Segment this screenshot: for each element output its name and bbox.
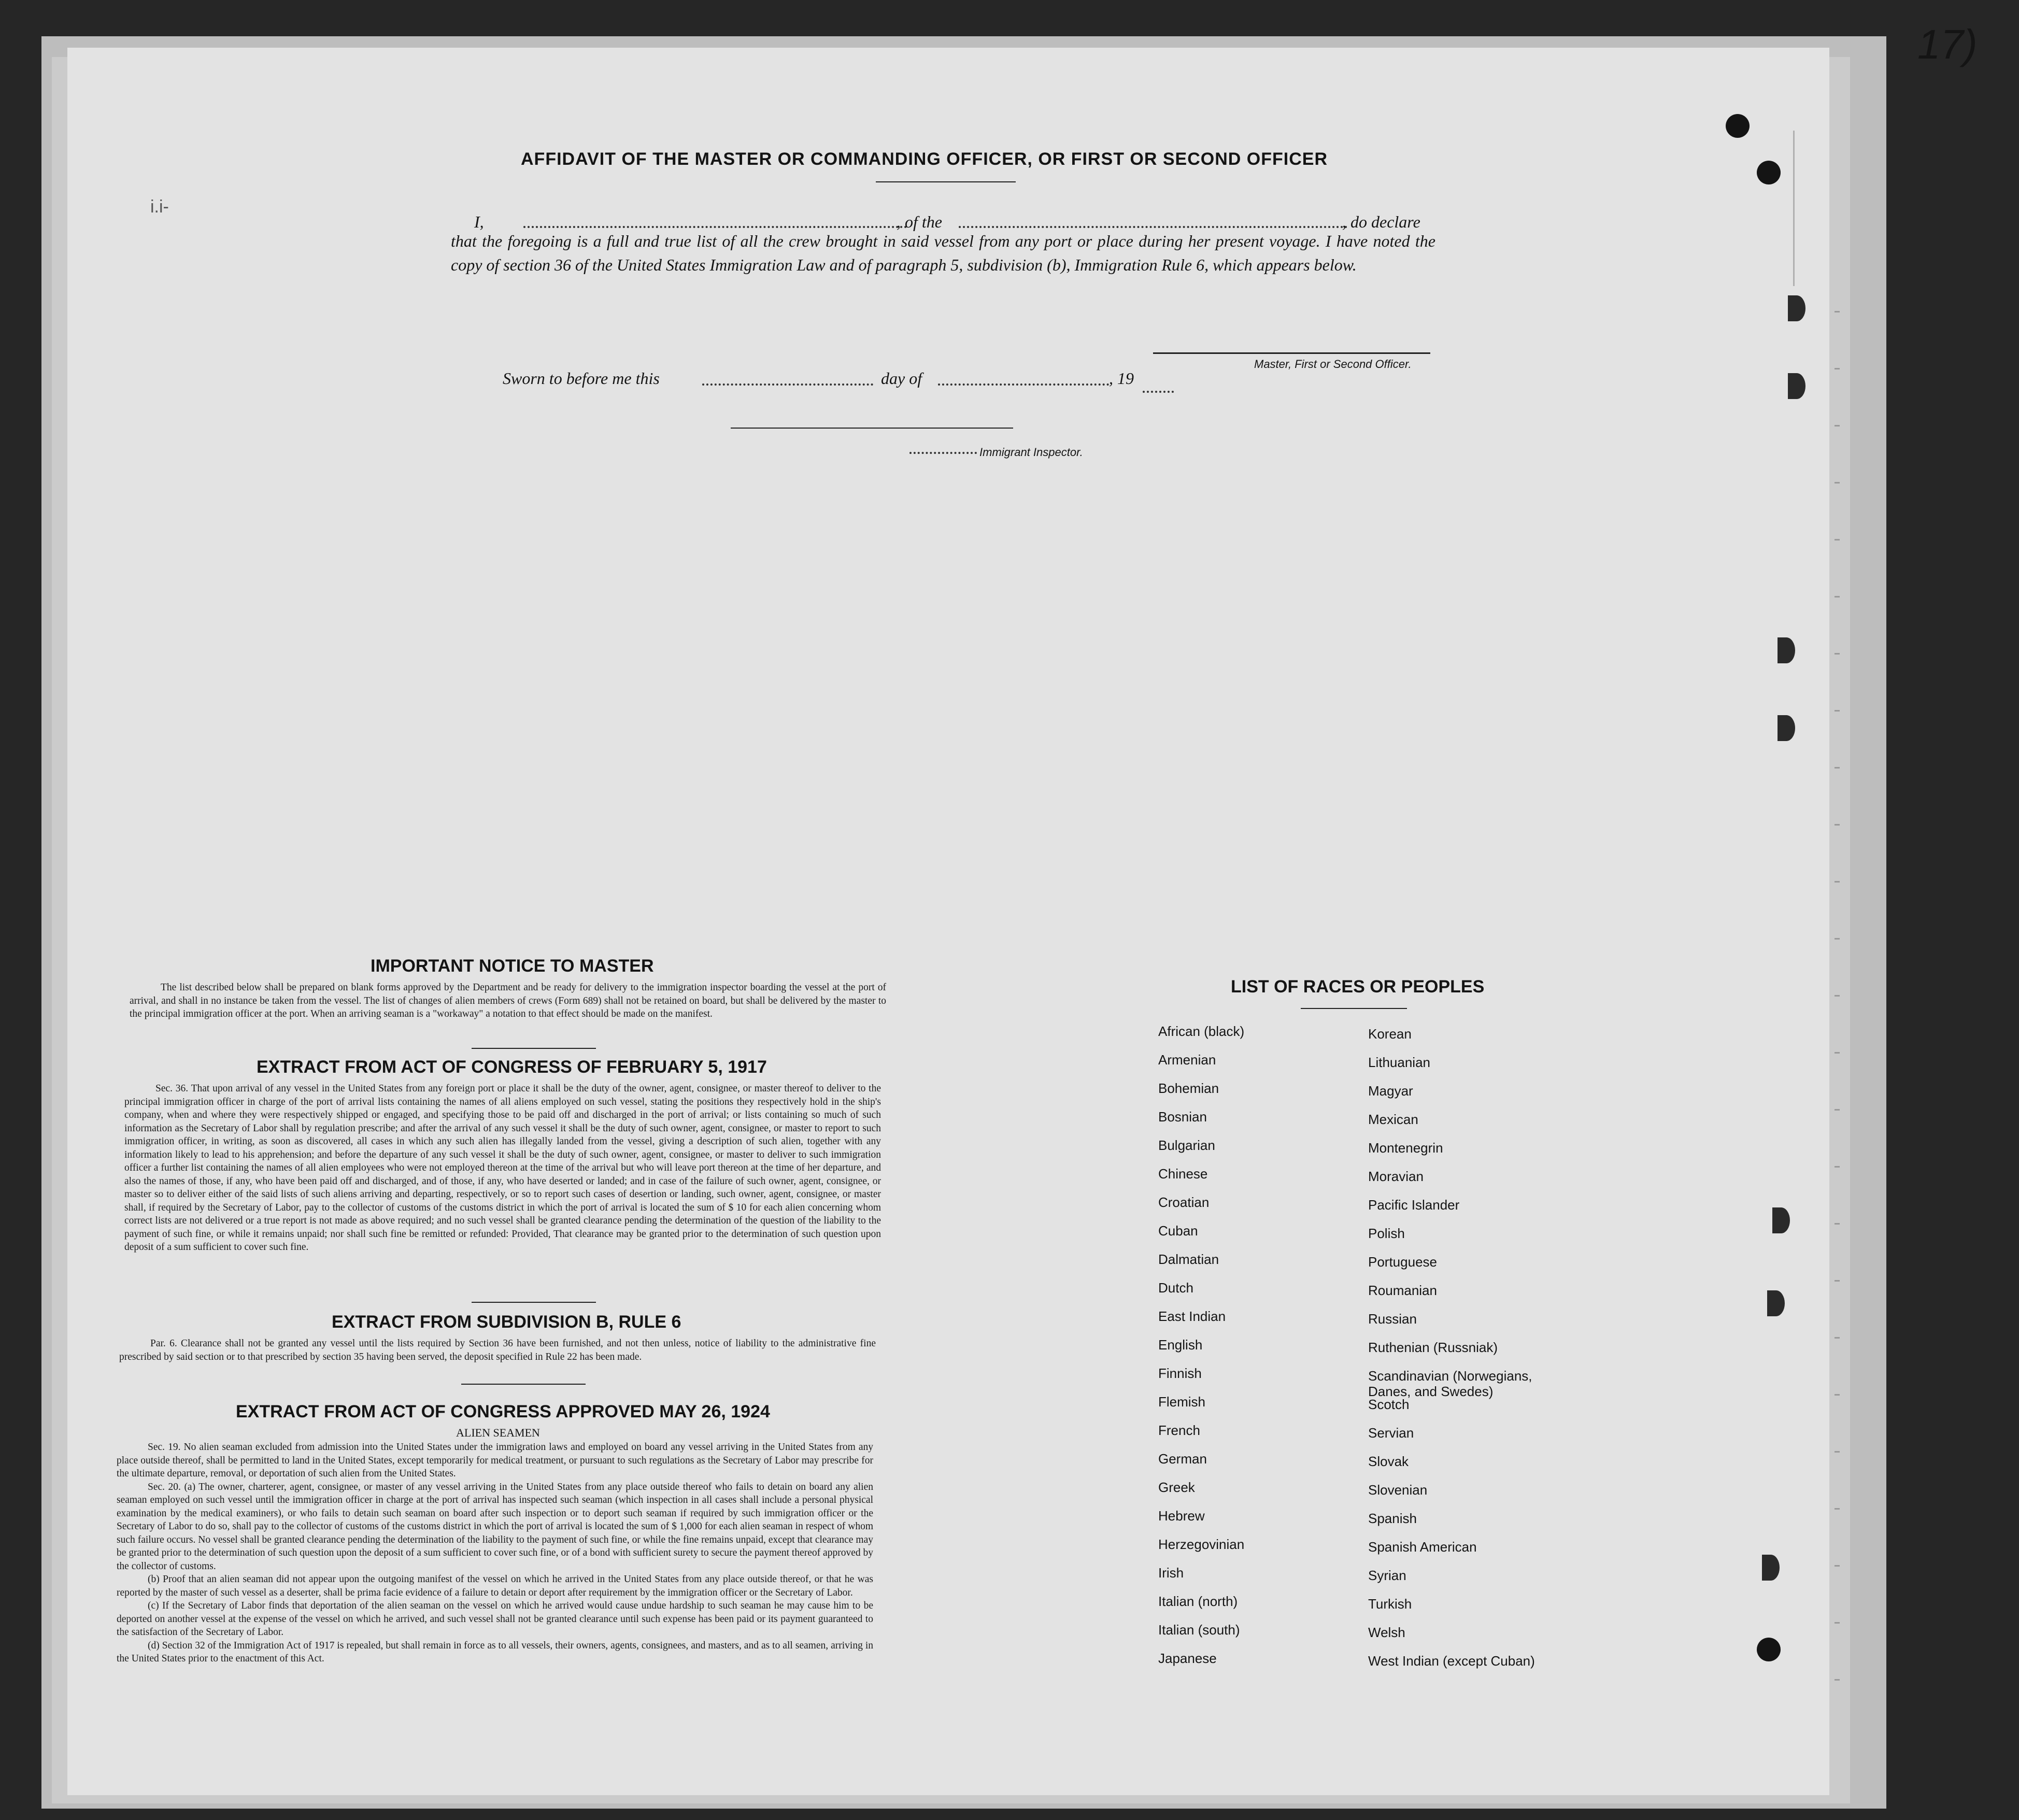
race-item: Lithuanian	[1368, 1055, 1430, 1070]
race-item: Servian	[1368, 1425, 1414, 1441]
section-19-paragraph: Sec. 19. No alien seaman excluded from admission into the United States under the immigration laws and employed on board any vessel arriving in the United States from any place outside thereof, shall be permitted to land in the United States, except temporarily for medical treatment, or pursuant to such regulations as the Secretary of Labor may prescribe for the ultimate departure, removal, or deportation of such alien from the United States.	[117, 1442, 873, 1479]
binder-hole-icon	[1788, 295, 1805, 321]
race-item: Dutch	[1158, 1280, 1193, 1296]
paragraph-6: Par. 6. Clearance shall not be granted any vessel until the lists required by Section 36 have been furnished, and not then unless, notice of liability to the administrative fine prescribed by said section or to that prescribed by section 35 having been served, the deposit specified in Rule 22 has been made.	[119, 1338, 876, 1362]
race-item: East Indian	[1158, 1309, 1226, 1324]
section-20d-paragraph: (d) Section 32 of the Immigration Act of 1917 is repealed, but shall remain in force as to all vessels, their owners, agents, consignees, and masters, and as to all seamen, arriving in the United States prior to the enactment of this Act.	[117, 1640, 873, 1664]
binder-hole-icon	[1788, 373, 1805, 399]
race-item: Russian	[1368, 1311, 1417, 1327]
sworn-month-blank	[938, 383, 1109, 386]
ledger-rules	[1835, 311, 1840, 1710]
sworn-line-end: , 19	[1109, 369, 1134, 388]
notice-text	[130, 981, 886, 1021]
officer-signature-line	[1153, 352, 1430, 354]
race-item: Montenegrin	[1368, 1140, 1443, 1156]
inspector-name-blank	[909, 452, 977, 454]
race-item: Moravian	[1368, 1169, 1424, 1184]
races-title: LIST OF RACES OR PEOPLES	[1231, 977, 1485, 997]
binder-hole-icon	[1757, 1638, 1781, 1661]
race-item: Portuguese	[1368, 1254, 1437, 1270]
extract-1917-title: EXTRACT FROM ACT OF CONGRESS OF FEBRUARY 5, 1917	[257, 1057, 767, 1077]
page-fold	[1793, 131, 1795, 286]
extract-1924-text	[117, 1441, 873, 1666]
race-item: Bosnian	[1158, 1109, 1207, 1125]
binder-hole-icon	[1726, 114, 1750, 138]
races-right-column	[1368, 1026, 1535, 1682]
section-divider	[472, 1048, 596, 1049]
sworn-line-start: Sworn to before me this	[503, 369, 660, 388]
rule6-title: EXTRACT FROM SUBDIVISION B, RULE 6	[332, 1312, 681, 1332]
binder-hole-icon	[1757, 161, 1781, 184]
race-item: Scotch	[1368, 1397, 1410, 1412]
race-item: Polish	[1368, 1226, 1405, 1241]
binder-hole-icon	[1762, 1555, 1780, 1581]
race-item: Greek	[1158, 1480, 1195, 1495]
declare-line-end: , do declare	[1342, 212, 1420, 231]
section-divider	[461, 1384, 586, 1385]
page-number: 17)	[1917, 21, 1978, 67]
extract-1924-title: EXTRACT FROM ACT OF CONGRESS APPROVED MAY 26, 1924	[236, 1402, 770, 1421]
race-item: German	[1158, 1451, 1207, 1467]
sworn-line-mid: day of	[881, 369, 922, 388]
race-item: Roumanian	[1368, 1283, 1437, 1298]
race-item: Hebrew	[1158, 1508, 1205, 1524]
race-item: Italian (north)	[1158, 1594, 1238, 1609]
race-item: Spanish	[1368, 1511, 1417, 1526]
race-item: West Indian (except Cuban)	[1368, 1653, 1535, 1669]
race-item: Syrian	[1368, 1568, 1406, 1583]
race-item: Slovak	[1368, 1454, 1409, 1469]
race-item: Japanese	[1158, 1651, 1217, 1666]
rule6-text	[119, 1337, 876, 1363]
race-item: Dalmatian	[1158, 1252, 1219, 1267]
affidavit-title: AFFIDAVIT OF THE MASTER OR COMMANDING OFFICER, OR FIRST OR SECOND OFFICER	[521, 149, 1328, 169]
officer-caption: Master, First or Second Officer.	[1254, 358, 1412, 371]
race-item: Bulgarian	[1158, 1138, 1215, 1153]
inspector-signature-line	[731, 428, 1013, 429]
race-item: Pacific Islander	[1368, 1197, 1460, 1213]
race-item: Slovenian	[1368, 1482, 1428, 1498]
races-title-underline	[1301, 1008, 1407, 1009]
race-item: French	[1158, 1423, 1200, 1438]
section-divider	[472, 1302, 596, 1303]
race-item: Bohemian	[1158, 1080, 1219, 1096]
notice-title: IMPORTANT NOTICE TO MASTER	[371, 956, 654, 976]
race-item: Spanish American	[1368, 1539, 1477, 1555]
binder-hole-icon	[1767, 1290, 1785, 1316]
race-item: Irish	[1158, 1565, 1184, 1581]
race-item: Chinese	[1158, 1166, 1208, 1182]
race-item: Herzegovinian	[1158, 1537, 1245, 1552]
extract-1917-text	[124, 1082, 881, 1254]
race-item: Turkish	[1368, 1596, 1412, 1612]
race-item: Cuban	[1158, 1223, 1198, 1239]
sworn-day-blank	[702, 383, 873, 386]
binder-hole-icon	[1778, 637, 1795, 663]
race-item: Armenian	[1158, 1052, 1216, 1068]
declare-line-start: I,	[474, 212, 484, 231]
race-item: Finnish	[1158, 1366, 1202, 1381]
margin-mark: i.i-	[150, 197, 169, 217]
races-left-column	[1158, 1023, 1244, 1679]
race-item: English	[1158, 1337, 1203, 1353]
race-item: Flemish	[1158, 1394, 1206, 1410]
race-item: Welsh	[1368, 1625, 1405, 1640]
race-item: Mexican	[1368, 1112, 1418, 1127]
binder-hole-icon	[1778, 715, 1795, 741]
race-item: Scandinavian (Norwegians, Danes, and Swedes)	[1368, 1368, 1532, 1399]
section-20b-paragraph: (b) Proof that an alien seaman did not appear upon the outgoing manifest of the vessel on which he arrived in the United States from any place outside thereof, or that he was reported by the master of such vessel as a deserter, shall be prima facie evidence of a failure to detain or deport after requirement by the immigration officer or the Secretary of Labor.	[117, 1574, 873, 1598]
sworn-year-blank	[1143, 391, 1174, 393]
race-item: Magyar	[1368, 1083, 1413, 1099]
notice-paragraph: The list described below shall be prepared on blank forms approved by the Department and be ready for delivery to the immigration inspector boarding the vessel at the port of arrival, and shall in no instance be taken from the vessel. The list of changes of alien members of crews (Form 689) shall not be retained on board, but shall be delivered by the master to the principal immigration officer at the port. When an arriving seaman is a "workaway" a notation to that effect should be made on the manifest.	[130, 982, 886, 1019]
inspector-caption: Immigrant Inspector.	[979, 446, 1083, 459]
alien-seamen-subtitle: ALIEN SEAMEN	[456, 1426, 540, 1439]
section-20c-paragraph: (c) If the Secretary of Labor finds that deportation of the alien seaman on the vessel on which he arrived would cause undue hardship to such seaman he may cause him to be deported on another vessel at the expense of the vessel on which he arrived, and such vessel shall not be granted clearance until such expense has been paid or its payment guaranteed to the satisfaction of the Secretary of Labor.	[117, 1600, 873, 1638]
race-item: Ruthenian (Russniak)	[1368, 1340, 1498, 1355]
section-36-paragraph: Sec. 36. That upon arrival of any vessel in the United States from any foreign port or place it shall be the duty of the owner, agent, consignee, or master thereof to deliver to the principal immigration officer in charge of the port of arrival lists containing the names of all aliens employed on such vessel, stating the positions they respectively hold in the ship's company, when and where they were respectively shipped or engaged, and specifying those to be paid off and discharged in the port of arrival; or lists containing so much of such information as the Secretary of Labor shall by regulation prescribe; and after the arrival of any such vessel it shall be the duty of such owner, agent, consignee, or master to report to such immigration officer, in writing, as soon as discovered, all cases in which any such alien has illegally landed from the vessel, giving a description of such alien, together with any information likely to lead to his apprehension; and before the departure of any such vessel it shall be the duty of such owner, agent, consignee, or master to deliver to such immigration officer a further list containing the names of all alien employees who were not employed thereon at the time of the arrival but who will leave port thereon at the time of her departure, and also the names of those, if any, who have been paid off and discharged, and of those, if any, who have deserted or landed; and in case of the failure of such owner, agent, consignee, or master so to deliver either of the said lists of such aliens arriving and departing, respectively, or so to report such cases of desertion or landing, such owner, agent, consignee, or master shall, if required by the Secretary of Labor, pay to the collector of customs of the customs district in which the port of arrival is located the sum of $ 10 for each alien concerning whom correct lists are not delivered or a true report is not made as above required; and no such vessel shall be granted clearance pending the determination of the question of the liability to the payment of such fine, or while it remains unpaid; nor shall such fine be remitted or refunded: Provided, That clearance may be granted prior to the determination of such question upon deposit of a sum sufficient to cover such fine.	[124, 1083, 881, 1253]
binder-hole-icon	[1772, 1207, 1790, 1233]
section-20a-paragraph: Sec. 20. (a) The owner, charterer, agent, consignee, or master of any vessel arriving in the United States from any place outside thereof who fails to detain on board any alien seaman employed on such vessel until the immigration officer in charge at the port of arrival has inspected such seaman (which inspection in all cases shall include a personal physical examination by the medical examiners), or who fails to detain such seaman on board after such inspection or to deport such seaman if required by such immigration officer or the Secretary of Labor to do so, shall pay to the collector of customs of the customs district in which the port of arrival is located the sum of $ 1,000 for each alien seaman in respect of whom such failure occurs. No vessel shall be granted clearance pending the determination of the liability to the payment of such fine, or while the fine remains unpaid, except that clearance may be granted prior to the determination of such question upon the deposit of a sum sufficient to cover such fine, or of a bond with sufficient surety to secure the payment thereof approved by the collector of customs.	[117, 1481, 873, 1572]
race-item: Croatian	[1158, 1195, 1210, 1210]
race-item: Italian (south)	[1158, 1622, 1240, 1638]
race-item: African (black)	[1158, 1023, 1245, 1039]
title-underline	[876, 181, 1016, 182]
affidavit-body: that the foregoing is a full and true list of all the crew brought in said vessel from any port or place during her present voyage. I have noted the copy of section 36 of the United States Immigration Law and of paragraph 5, subdivision (b), Immigration Rule 6, which appears below.	[451, 232, 1435, 274]
declare-line-mid: , of the	[897, 212, 942, 231]
race-item: Korean	[1368, 1026, 1412, 1042]
